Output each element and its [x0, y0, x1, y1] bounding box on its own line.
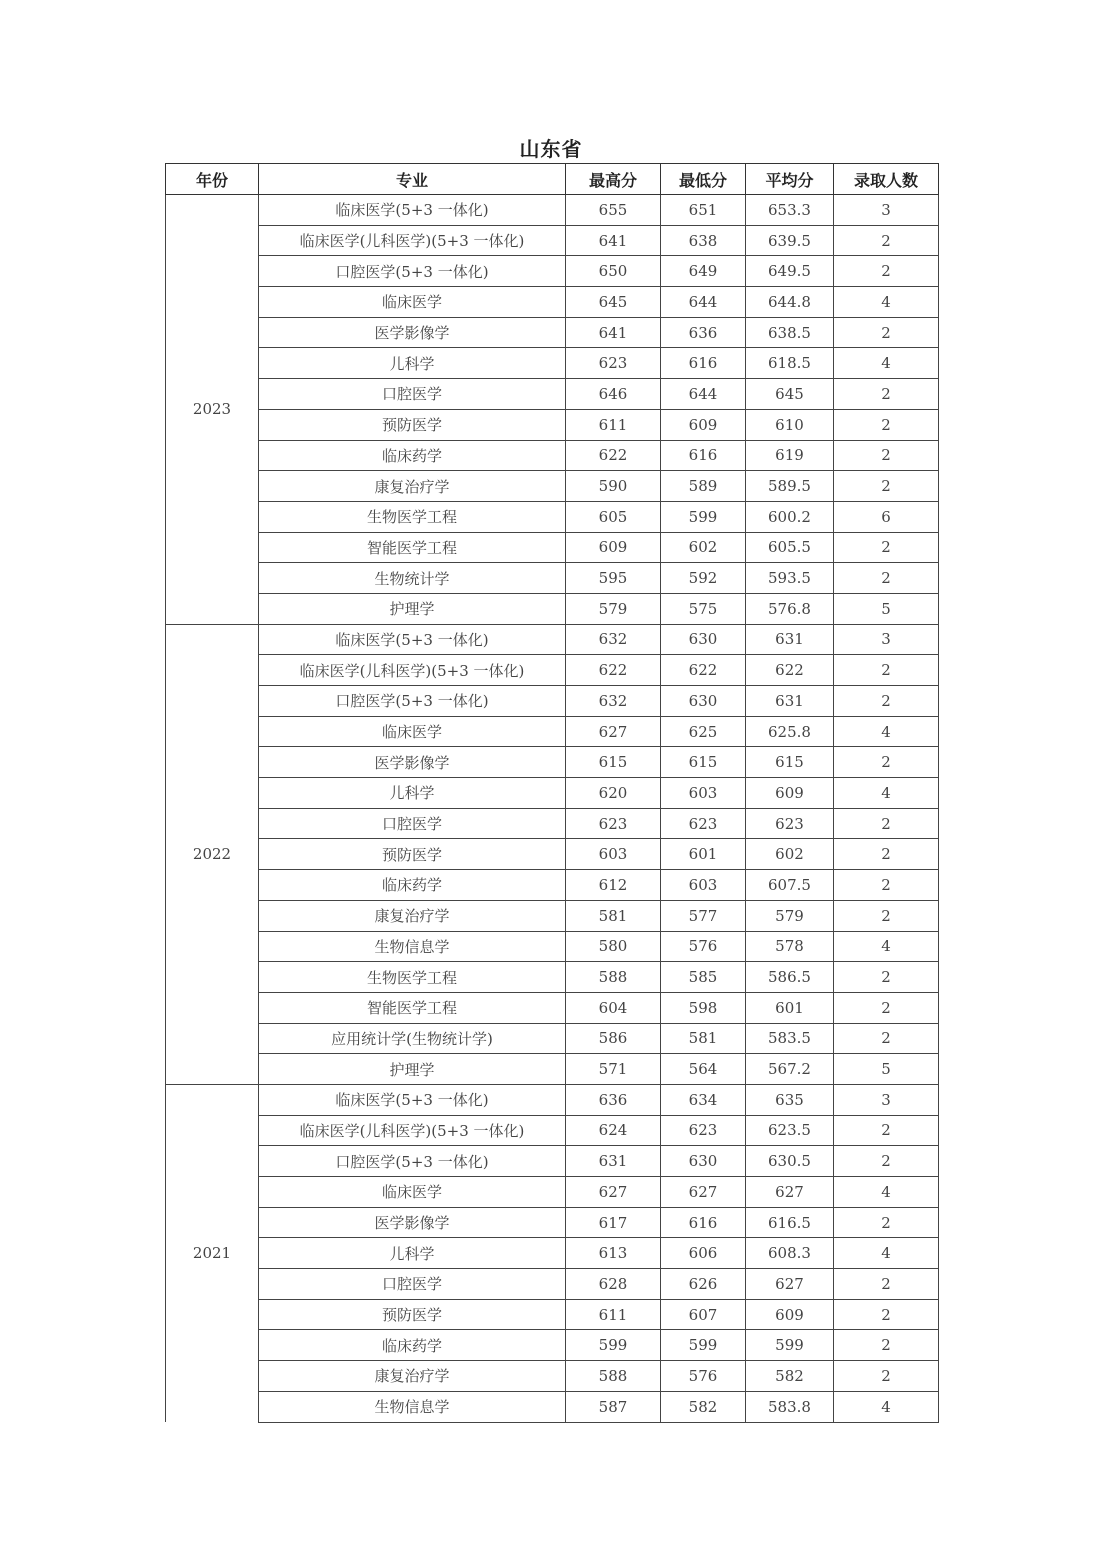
avg-score-cell: 622: [746, 655, 834, 686]
major-cell: 临床医学(儿科医学)(5+3 一体化): [259, 225, 566, 256]
avg-score-cell: 625.8: [746, 716, 834, 747]
max-score-cell: 622: [566, 440, 661, 471]
admitted-count-cell: 2: [834, 1146, 939, 1177]
max-score-cell: 588: [566, 1361, 661, 1392]
major-cell: 临床医学: [259, 1177, 566, 1208]
admitted-count-cell: 2: [834, 1330, 939, 1361]
major-cell: 口腔医学(5+3 一体化): [259, 1146, 566, 1177]
table-row: [166, 256, 939, 287]
avg-score-cell: 605.5: [746, 532, 834, 563]
admitted-count-cell: 2: [834, 225, 939, 256]
admitted-count-cell: 2: [834, 808, 939, 839]
max-score-cell: 641: [566, 317, 661, 348]
max-score-cell: 586: [566, 1023, 661, 1054]
major-cell: 临床医学(儿科医学)(5+3 一体化): [259, 655, 566, 686]
year-cell: 2022: [166, 624, 259, 1084]
header-major: 专业: [259, 164, 566, 195]
avg-score-cell: 638.5: [746, 317, 834, 348]
avg-score-cell: 567.2: [746, 1054, 834, 1085]
table-row: [166, 962, 939, 993]
admitted-count-cell: 5: [834, 593, 939, 624]
avg-score-cell: 631: [746, 624, 834, 655]
avg-score-cell: 599: [746, 1330, 834, 1361]
avg-score-cell: 610: [746, 409, 834, 440]
admitted-count-cell: 4: [834, 348, 939, 379]
max-score-cell: 622: [566, 655, 661, 686]
min-score-cell: 644: [661, 287, 746, 318]
admitted-count-cell: 4: [834, 931, 939, 962]
avg-score-cell: 593.5: [746, 563, 834, 594]
max-score-cell: 627: [566, 1177, 661, 1208]
min-score-cell: 581: [661, 1023, 746, 1054]
table-row: [166, 1207, 939, 1238]
min-score-cell: 622: [661, 655, 746, 686]
admitted-count-cell: 4: [834, 1391, 939, 1422]
avg-score-cell: 645: [746, 379, 834, 410]
min-score-cell: 651: [661, 195, 746, 226]
max-score-cell: 655: [566, 195, 661, 226]
max-score-cell: 613: [566, 1238, 661, 1269]
table-row: [166, 624, 939, 655]
admitted-count-cell: 2: [834, 992, 939, 1023]
avg-score-cell: 589.5: [746, 471, 834, 502]
max-score-cell: 646: [566, 379, 661, 410]
avg-score-cell: 616.5: [746, 1207, 834, 1238]
max-score-cell: 571: [566, 1054, 661, 1085]
max-score-cell: 620: [566, 778, 661, 809]
max-score-cell: 632: [566, 624, 661, 655]
avg-score-cell: 639.5: [746, 225, 834, 256]
table-body: [166, 195, 939, 1423]
max-score-cell: 611: [566, 409, 661, 440]
max-score-cell: 632: [566, 686, 661, 717]
admitted-count-cell: 2: [834, 900, 939, 931]
admitted-count-cell: 2: [834, 1299, 939, 1330]
avg-score-cell: 615: [746, 747, 834, 778]
major-cell: 预防医学: [259, 1299, 566, 1330]
page-title: 山东省: [519, 137, 583, 161]
table-row: [166, 931, 939, 962]
major-cell: 临床医学(5+3 一体化): [259, 195, 566, 226]
major-cell: 口腔医学: [259, 379, 566, 410]
table-row: [166, 287, 939, 318]
max-score-cell: 617: [566, 1207, 661, 1238]
min-score-cell: 630: [661, 624, 746, 655]
max-score-cell: 581: [566, 900, 661, 931]
major-cell: 医学影像学: [259, 317, 566, 348]
table-row: [166, 1146, 939, 1177]
avg-score-cell: 619: [746, 440, 834, 471]
avg-score-cell: 607.5: [746, 870, 834, 901]
admission-scores-table: [165, 163, 939, 1423]
admitted-count-cell: 2: [834, 686, 939, 717]
avg-score-cell: 600.2: [746, 501, 834, 532]
min-score-cell: 644: [661, 379, 746, 410]
major-cell: 生物信息学: [259, 931, 566, 962]
avg-score-cell: 602: [746, 839, 834, 870]
table-row: [166, 225, 939, 256]
min-score-cell: 577: [661, 900, 746, 931]
major-cell: 临床医学(儿科医学)(5+3 一体化): [259, 1115, 566, 1146]
major-cell: 口腔医学: [259, 808, 566, 839]
avg-score-cell: 579: [746, 900, 834, 931]
admitted-count-cell: 2: [834, 839, 939, 870]
admitted-count-cell: 2: [834, 440, 939, 471]
header-admitted-count: 录取人数: [834, 164, 939, 195]
min-score-cell: 616: [661, 440, 746, 471]
admitted-count-cell: 3: [834, 1084, 939, 1115]
major-cell: 生物医学工程: [259, 501, 566, 532]
min-score-cell: 616: [661, 1207, 746, 1238]
avg-score-cell: 630.5: [746, 1146, 834, 1177]
min-score-cell: 589: [661, 471, 746, 502]
admitted-count-cell: 2: [834, 1023, 939, 1054]
major-cell: 临床药学: [259, 1330, 566, 1361]
avg-score-cell: 618.5: [746, 348, 834, 379]
table-row: [166, 686, 939, 717]
max-score-cell: 604: [566, 992, 661, 1023]
table-row: [166, 1269, 939, 1300]
table-row: [166, 1054, 939, 1085]
table-row: [166, 317, 939, 348]
max-score-cell: 615: [566, 747, 661, 778]
min-score-cell: 623: [661, 1115, 746, 1146]
major-cell: 应用统计学(生物统计学): [259, 1023, 566, 1054]
major-cell: 口腔医学: [259, 1269, 566, 1300]
avg-score-cell: 623: [746, 808, 834, 839]
min-score-cell: 609: [661, 409, 746, 440]
admitted-count-cell: 2: [834, 563, 939, 594]
admitted-count-cell: 2: [834, 471, 939, 502]
table-row: [166, 716, 939, 747]
major-cell: 智能医学工程: [259, 532, 566, 563]
min-score-cell: 625: [661, 716, 746, 747]
table-row: [166, 501, 939, 532]
major-cell: 生物统计学: [259, 563, 566, 594]
min-score-cell: 598: [661, 992, 746, 1023]
admitted-count-cell: 2: [834, 1115, 939, 1146]
max-score-cell: 609: [566, 532, 661, 563]
max-score-cell: 605: [566, 501, 661, 532]
avg-score-cell: 649.5: [746, 256, 834, 287]
major-cell: 康复治疗学: [259, 471, 566, 502]
table-row: [166, 1299, 939, 1330]
max-score-cell: 623: [566, 808, 661, 839]
major-cell: 临床药学: [259, 440, 566, 471]
min-score-cell: 636: [661, 317, 746, 348]
table-row: [166, 532, 939, 563]
table-row: [166, 593, 939, 624]
min-score-cell: 649: [661, 256, 746, 287]
admitted-count-cell: 2: [834, 317, 939, 348]
table-row: [166, 1361, 939, 1392]
table-row: [166, 747, 939, 778]
admitted-count-cell: 2: [834, 747, 939, 778]
admitted-count-cell: 2: [834, 256, 939, 287]
table-row: [166, 379, 939, 410]
header-avg-score: 平均分: [746, 164, 834, 195]
min-score-cell: 626: [661, 1269, 746, 1300]
admitted-count-cell: 2: [834, 1269, 939, 1300]
max-score-cell: 623: [566, 348, 661, 379]
min-score-cell: 623: [661, 808, 746, 839]
table-row: [166, 195, 939, 226]
min-score-cell: 585: [661, 962, 746, 993]
avg-score-cell: 582: [746, 1361, 834, 1392]
table-row: [166, 1084, 939, 1115]
table-row: [166, 1177, 939, 1208]
max-score-cell: 603: [566, 839, 661, 870]
admitted-count-cell: 2: [834, 870, 939, 901]
table-header-row: [166, 164, 939, 195]
min-score-cell: 616: [661, 348, 746, 379]
major-cell: 医学影像学: [259, 1207, 566, 1238]
min-score-cell: 638: [661, 225, 746, 256]
min-score-cell: 575: [661, 593, 746, 624]
major-cell: 临床药学: [259, 870, 566, 901]
max-score-cell: 631: [566, 1146, 661, 1177]
table-row: [166, 655, 939, 686]
header-year: 年份: [166, 164, 259, 195]
min-score-cell: 599: [661, 1330, 746, 1361]
table-row: [166, 1330, 939, 1361]
min-score-cell: 576: [661, 931, 746, 962]
major-cell: 康复治疗学: [259, 1361, 566, 1392]
major-cell: 护理学: [259, 593, 566, 624]
major-cell: 预防医学: [259, 839, 566, 870]
admitted-count-cell: 6: [834, 501, 939, 532]
major-cell: 生物医学工程: [259, 962, 566, 993]
max-score-cell: 599: [566, 1330, 661, 1361]
avg-score-cell: 631: [746, 686, 834, 717]
admitted-count-cell: 4: [834, 1238, 939, 1269]
major-cell: 口腔医学(5+3 一体化): [259, 686, 566, 717]
table-row: [166, 1023, 939, 1054]
admitted-count-cell: 3: [834, 195, 939, 226]
admitted-count-cell: 4: [834, 287, 939, 318]
avg-score-cell: 609: [746, 1299, 834, 1330]
table-row: [166, 839, 939, 870]
major-cell: 临床医学(5+3 一体化): [259, 1084, 566, 1115]
avg-score-cell: 583.8: [746, 1391, 834, 1422]
admitted-count-cell: 2: [834, 409, 939, 440]
admitted-count-cell: 2: [834, 532, 939, 563]
max-score-cell: 628: [566, 1269, 661, 1300]
max-score-cell: 587: [566, 1391, 661, 1422]
table-row: [166, 1115, 939, 1146]
table-row: [166, 808, 939, 839]
min-score-cell: 603: [661, 870, 746, 901]
max-score-cell: 624: [566, 1115, 661, 1146]
major-cell: 康复治疗学: [259, 900, 566, 931]
major-cell: 智能医学工程: [259, 992, 566, 1023]
admitted-count-cell: 4: [834, 778, 939, 809]
admitted-count-cell: 2: [834, 379, 939, 410]
max-score-cell: 590: [566, 471, 661, 502]
avg-score-cell: 627: [746, 1177, 834, 1208]
header-min-score: 最低分: [661, 164, 746, 195]
major-cell: 预防医学: [259, 409, 566, 440]
major-cell: 临床医学: [259, 716, 566, 747]
min-score-cell: 602: [661, 532, 746, 563]
major-cell: 临床医学(5+3 一体化): [259, 624, 566, 655]
min-score-cell: 576: [661, 1361, 746, 1392]
admitted-count-cell: 2: [834, 1207, 939, 1238]
avg-score-cell: 583.5: [746, 1023, 834, 1054]
table-row: [166, 778, 939, 809]
avg-score-cell: 608.3: [746, 1238, 834, 1269]
table-row: [166, 1238, 939, 1269]
year-cell: 2023: [166, 195, 259, 625]
avg-score-cell: 609: [746, 778, 834, 809]
avg-score-cell: 623.5: [746, 1115, 834, 1146]
table-row: [166, 870, 939, 901]
major-cell: 儿科学: [259, 348, 566, 379]
major-cell: 临床医学: [259, 287, 566, 318]
avg-score-cell: 653.3: [746, 195, 834, 226]
min-score-cell: 601: [661, 839, 746, 870]
admitted-count-cell: 3: [834, 624, 939, 655]
major-cell: 儿科学: [259, 778, 566, 809]
min-score-cell: 603: [661, 778, 746, 809]
avg-score-cell: 644.8: [746, 287, 834, 318]
major-cell: 医学影像学: [259, 747, 566, 778]
max-score-cell: 580: [566, 931, 661, 962]
max-score-cell: 595: [566, 563, 661, 594]
admitted-count-cell: 5: [834, 1054, 939, 1085]
table-row: [166, 440, 939, 471]
min-score-cell: 582: [661, 1391, 746, 1422]
max-score-cell: 588: [566, 962, 661, 993]
table-row: [166, 1391, 939, 1422]
max-score-cell: 611: [566, 1299, 661, 1330]
max-score-cell: 641: [566, 225, 661, 256]
major-cell: 口腔医学(5+3 一体化): [259, 256, 566, 287]
min-score-cell: 592: [661, 563, 746, 594]
avg-score-cell: 635: [746, 1084, 834, 1115]
admitted-count-cell: 2: [834, 1361, 939, 1392]
table-row: [166, 900, 939, 931]
avg-score-cell: 578: [746, 931, 834, 962]
max-score-cell: 650: [566, 256, 661, 287]
admitted-count-cell: 4: [834, 716, 939, 747]
min-score-cell: 615: [661, 747, 746, 778]
max-score-cell: 627: [566, 716, 661, 747]
year-cell: 2021: [166, 1084, 259, 1422]
header-max-score: 最高分: [566, 164, 661, 195]
min-score-cell: 606: [661, 1238, 746, 1269]
avg-score-cell: 586.5: [746, 962, 834, 993]
max-score-cell: 636: [566, 1084, 661, 1115]
table-row: [166, 348, 939, 379]
min-score-cell: 630: [661, 686, 746, 717]
avg-score-cell: 627: [746, 1269, 834, 1300]
admitted-count-cell: 2: [834, 962, 939, 993]
avg-score-cell: 576.8: [746, 593, 834, 624]
max-score-cell: 645: [566, 287, 661, 318]
admitted-count-cell: 4: [834, 1177, 939, 1208]
table-row: [166, 409, 939, 440]
major-cell: 护理学: [259, 1054, 566, 1085]
max-score-cell: 612: [566, 870, 661, 901]
major-cell: 儿科学: [259, 1238, 566, 1269]
avg-score-cell: 601: [746, 992, 834, 1023]
min-score-cell: 634: [661, 1084, 746, 1115]
min-score-cell: 627: [661, 1177, 746, 1208]
admitted-count-cell: 2: [834, 655, 939, 686]
max-score-cell: 579: [566, 593, 661, 624]
min-score-cell: 564: [661, 1054, 746, 1085]
min-score-cell: 599: [661, 501, 746, 532]
table-row: [166, 471, 939, 502]
min-score-cell: 607: [661, 1299, 746, 1330]
table-row: [166, 992, 939, 1023]
min-score-cell: 630: [661, 1146, 746, 1177]
major-cell: 生物信息学: [259, 1391, 566, 1422]
table-row: [166, 563, 939, 594]
